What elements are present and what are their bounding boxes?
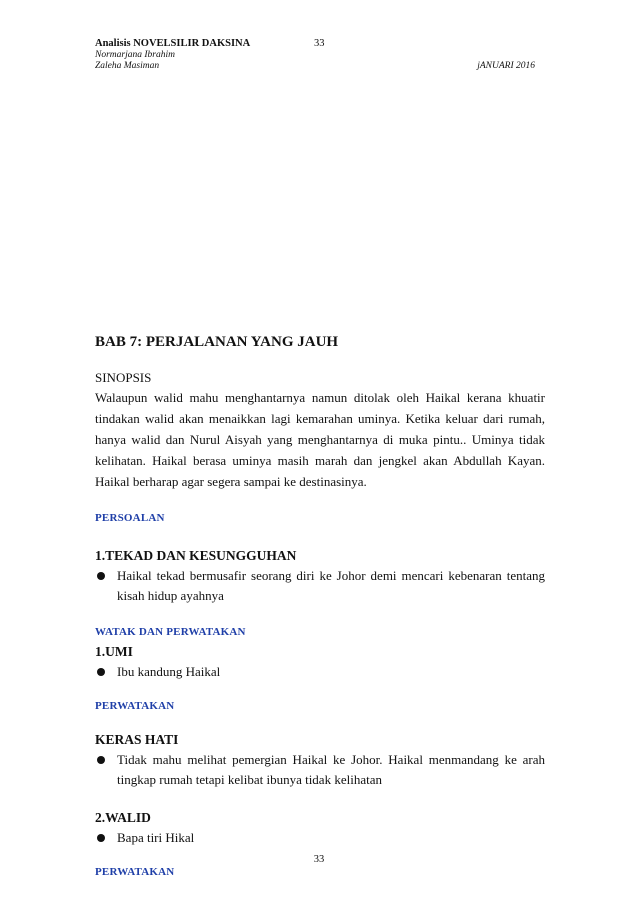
chapter-title: BAB 7: PERJALANAN YANG JAUH [95,334,339,350]
bullet-dot-icon [97,756,105,764]
page-header [95,38,545,78]
bullet-item [95,828,545,848]
theme-heading: 1.TEKAD DAN KESUNGGUHAN [95,548,297,563]
character-heading: 1.UMI [95,644,133,659]
bullet-item [95,750,545,790]
bullet-dot-icon [97,834,105,842]
bullet-text: Haikal tekad bermusafir seorang diri ke Johor demi mencari kebenaran tentang kisah hidup ayahnya [117,568,545,603]
header-page-number: 33 [314,38,325,49]
bullet-text: Ibu kandung Haikal [117,664,221,679]
section-label-perwatakan: PERWATAKAN [95,866,175,878]
section-label-perwatakan: PERWATAKAN [95,700,175,712]
character-heading: 2.WALID [95,810,151,825]
document-title: Analisis NOVELSILIR DAKSINA [95,38,251,49]
bullet-item [95,566,545,606]
section-label-persoalan: PERSOALAN [95,512,165,524]
synopsis-text: Walaupun walid mahu menghantarnya namun ditolak oleh Haikal kerana khuatir tindakan walid akan menaikkan lagi kemarahan uminya. Ketika keluar dari rumah, hanya walid dan Nurul Aisyah yang menghantarnya di muka pintu.. Uminya tidak kelihatan. Haikal berasa uminya masih marah dan jengkel akan Abdullah Kayan. Haikal berharap agar segera sampai ke destinasinya. [95,390,545,489]
page-content [95,333,545,880]
bullet-dot-icon [97,572,105,580]
synopsis-label: SINOPSIS [95,370,152,385]
bullet-dot-icon [97,668,105,676]
bullet-item [95,662,545,682]
trait-heading: KERAS HATI [95,732,179,747]
header-date: jANUARI 2016 [477,61,535,71]
section-label-watak: WATAK DAN PERWATAKAN [95,626,246,638]
author-name: Normarjana Ibrahim [95,50,175,60]
footer-page-number: 33 [313,854,325,865]
bullet-text: Tidak mahu melihat pemergian Haikal ke Johor. Haikal menmandang ke arah tingkap rumah tetapi kelibat ibunya tidak kelihatan [117,752,545,787]
bullet-text: Bapa tiri Hikal [117,830,195,845]
author-name: Zaleha Masiman [95,61,160,71]
